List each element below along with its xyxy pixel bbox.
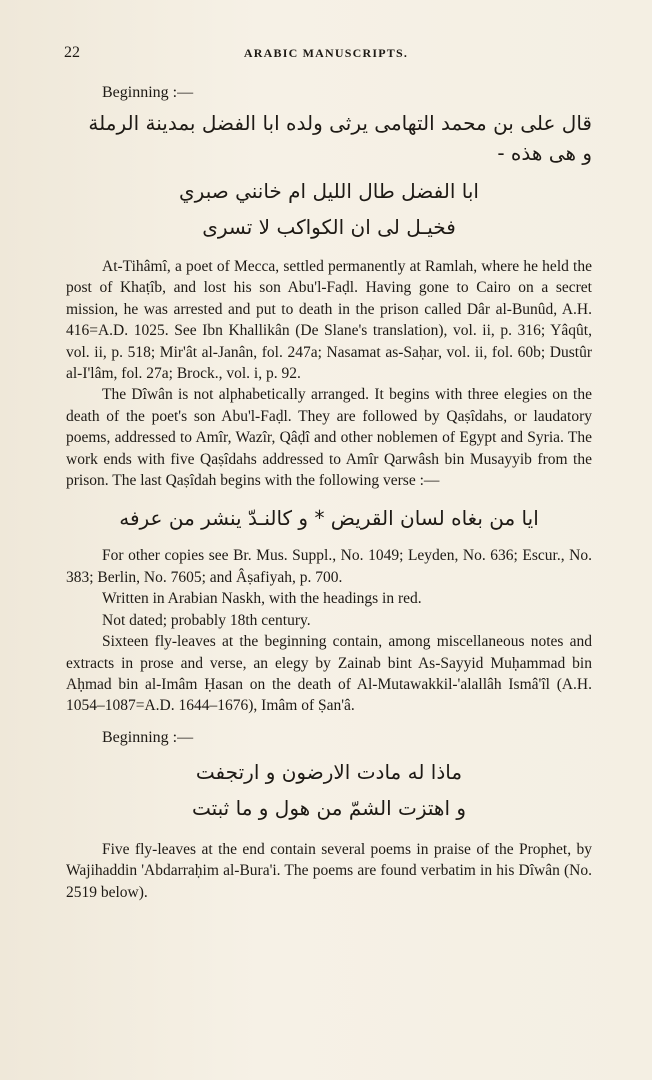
page-number: 22 <box>64 44 80 61</box>
page-body <box>66 82 592 903</box>
paragraph-diwan: The Dîwân is not alphabetically arranged. It begins with three elegies on the death of the poet's son Abu'l-Faḍl. They are followed by Qaṣîdahs, or laudatory poems, addressed to Amîr, Wazîr, Qâḍî and other noblemen of Egypt and Syria. The work ends with five Qaṣîdahs addressed to Amîr Qarwâsh bin Musayyib from the prison. The last Qaṣîdah begins with the following verse :— <box>66 386 592 490</box>
paragraph-fly-leaves: Sixteen fly-leaves at the beginning contain, among miscellaneous notes and extracts in prose and verse, an elegy by Zainab bint As-Sayyid Muḥammad bin Aḥmad bin al-Imâm Ḥasan on the death of Al-Mutawakkil-'alallâh Ismâ'îl (A.H. 1054–1087=A.D. 1644–1676), Imâm of Ṣan'â. <box>66 633 592 715</box>
arabic-intro-line: قال علی بن محمد التهامی يرثی ولده ابا الفضل بمدينة الرملة <box>88 111 592 135</box>
paragraph-biography: At-Tihâmî, a poet of Mecca, settled permanently at Ramlah, where he held the post of Khaṭîb, and lost his son Abu'l-Faḍl. Having gone to Cairo on a secret mission, he was arrested and put to death in the prison called Dâr al-Bunûd, A.H. 416=A.D. 1025. See Ibn Khallikân (De Slane's translation), vol. ii, p. 316; Yâqût, vol. ii, p. 518; Mir'ât al-Janân, fol. 247a; Nasamat as-Saḥar, vol. ii, fol. 60b; Dustûr al-I'lâm, fol. 27a; Brock., vol. i, p. 92. <box>66 258 592 383</box>
running-title: ARABIC MANUSCRIPTS. <box>243 46 409 60</box>
page-header <box>64 44 588 66</box>
arabic-verse-4: و اهتزت الشمّ من هول و ما ثبتت <box>191 795 467 820</box>
arabic-verse-3: ماذا له مادت الارضون و ارتجفت <box>195 759 463 784</box>
arabic-verse-2: فخيـل لی ان الكواكب لا تسری <box>202 215 456 239</box>
paragraph-written: Written in Arabian Naskh, with the headings in red. <box>102 590 422 608</box>
paragraph-copies: For other copies see Br. Mus. Suppl., No. 1049; Leyden, No. 636; Escur., No. 383; Berlin, No. 7605; and Âṣafiyah, p. 700. <box>66 547 592 586</box>
beginning-label-2: Beginning :— <box>102 728 194 746</box>
arabic-verse-1: ابا الفضل طال الليل ام خانني صبري <box>179 179 479 203</box>
arabic-intro-line-2: و هی هذه - <box>497 141 592 165</box>
arabic-last-verse: ايا من بغاه لسان القريض * و كالنـدّ ينشر من عرفه <box>119 506 539 531</box>
paragraph-end-leaves: Five fly-leaves at the end contain several poems in praise of the Prophet, by Wajihaddin 'Abdarraḥim al-Bura'i. The poems are found verbatim in his Dîwân (No. 2519 below). <box>66 840 592 901</box>
beginning-label: Beginning :— <box>102 84 194 101</box>
paragraph-dated: Not dated; probably 18th century. <box>102 611 311 629</box>
